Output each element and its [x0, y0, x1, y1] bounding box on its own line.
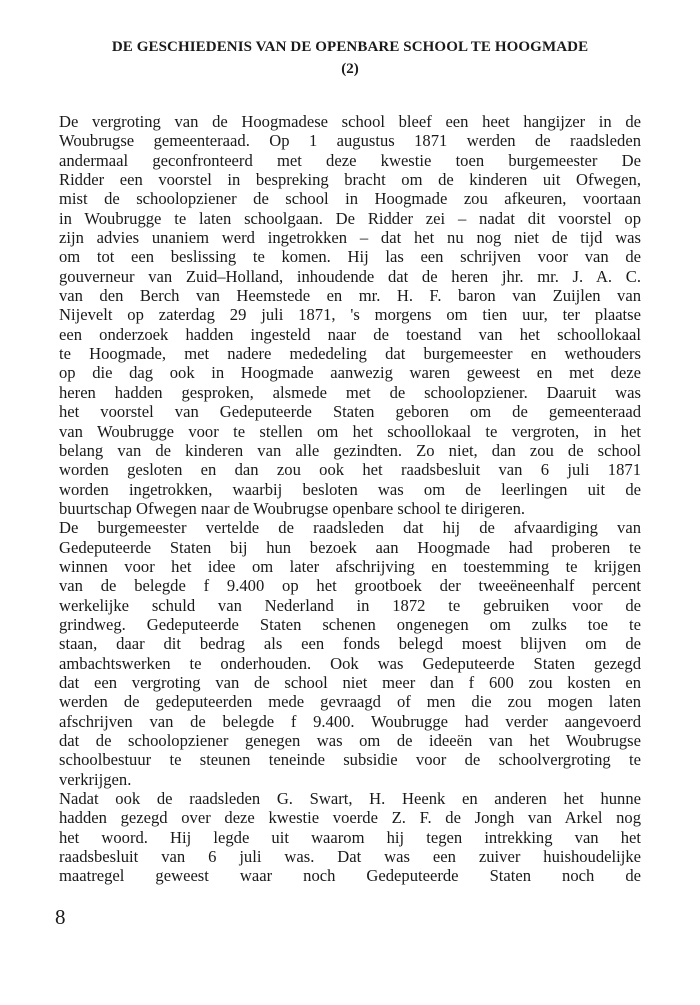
text-line: werden de gedeputeerden mede gevraagd of men die zou mogen laten: [59, 692, 641, 712]
text-line: in Woubrugge te laten schoolgaan. De Ridder zei – nadat dit voorstel op: [59, 208, 641, 228]
text-line: afschrijven van de belegde f 9.400. Woubrugge had verder aangevoerd: [59, 711, 641, 731]
text-line: Gedeputeerde Staten bij hun bezoek aan Hoogmade had proberen te: [59, 537, 641, 557]
part-number: (2): [341, 61, 359, 77]
text-line: raadsbesluit van 6 juli was. Dat was een zuiver huishoudelijke: [59, 847, 641, 867]
text-line: mist de schoolopziener de school in Hoogmade zou afkeuren, voortaan: [59, 189, 641, 209]
page-title: DE GESCHIEDENIS VAN DE OPENBARE SCHOOL TE HOOGMADE: [111, 39, 589, 55]
text-line: gouverneur van Zuid–Holland, inhoudende dat de heren jhr. mr. J. A. C.: [59, 266, 641, 286]
text-line: van den Berch van Heemstede en mr. H. F. baron van Zuijlen van: [59, 286, 641, 306]
text-line: van de belegde f 9.400 op het grootboek der tweeëneenhalf percent: [59, 576, 641, 596]
text-line: het voorstel van Gedeputeerde Staten geboren om de gemeenteraad: [59, 402, 641, 422]
text-line: op die dag ook in Hoogmade aanwezig waren geweest en met deze: [59, 363, 641, 383]
text-line: buurtschap Ofwegen naar de Woubrugse openbare school te dirigeren.: [59, 498, 526, 518]
text-line: het woord. Hij legde uit waarom hij tegen intrekking van het: [59, 827, 641, 847]
text-line: Nijevelt op zaterdag 29 juli 1871, 's morgens om tien uur, ter plaatse: [59, 305, 641, 325]
text-line: hadden gezegd over deze kwestie voerde Z. F. de Jongh van Arkel nog: [59, 808, 641, 828]
text-line: schoolbestuur te steunen teneinde subsidie voor de schoolvergroting te: [59, 750, 641, 770]
text-line: zijn advies unaniem werd ingetrokken – dat het nu nog niet de tijd was: [59, 228, 641, 248]
text-line: Ridder een voorstel in bespreking bracht om de kinderen uit Ofwegen,: [59, 170, 641, 190]
text-line: werkelijke schuld van Nederland in 1872 te gebruiken voor de: [59, 595, 641, 615]
text-line: andermaal geconfronteerd met deze kwestie toen burgemeester De: [59, 150, 641, 170]
text-line: De burgemeester vertelde de raadsleden dat hij de afvaardiging van: [59, 518, 641, 538]
page-number: 8: [55, 905, 66, 929]
text-line: winnen voor het idee om later afschrijving en toestemming te krijgen: [59, 556, 641, 576]
text-line: belang van de kinderen van alle gezindten. Zo niet, dan zou de school: [59, 440, 641, 460]
text-line: worden gesloten en dan zou ook het raadsbesluit van 6 juli 1871: [59, 460, 641, 480]
text-line: dat de schoolopziener genegen was om de ideeën van het Woubrugse: [59, 731, 641, 750]
text-line: ambachtswerken te onderhouden. Ook was Gedeputeerde Staten gezegd: [59, 653, 641, 673]
text-line: worden ingetrokken, waarbij besloten was om de leerlingen uit de: [59, 479, 641, 499]
text-line: van Woubrugge voor te stellen om het schoollokaal te vergroten, in het: [59, 421, 641, 441]
text-line: Woubrugse gemeenteraad. Op 1 augustus 1871 werden de raadsleden: [59, 131, 641, 151]
text-line: De vergroting van de Hoogmadese school bleef een heet hangijzer in de: [59, 112, 641, 131]
text-line: een onderzoek hadden ingesteld naar de toestand van het schoollokaal: [59, 324, 641, 344]
body-text: [59, 112, 641, 886]
text-line: om tot een beslissing te komen. Hij las een schrijven voor van de: [59, 247, 641, 267]
text-line: maatregel geweest waar noch Gedeputeerde Staten noch de: [59, 866, 641, 886]
text-line: te Hoogmade, met nadere mededeling dat burgemeester en wethouders: [59, 344, 641, 364]
text-line: Nadat ook de raadsleden G. Swart, H. Heenk en anderen het hunne: [59, 789, 641, 809]
text-line: verkrijgen.: [59, 769, 132, 789]
text-line: staan, daar dit bedrag als een fonds belegd moest blijven om de: [59, 634, 641, 654]
text-line: dat een vergroting van de school niet meer dan f 600 zou kosten en: [59, 672, 641, 692]
text-line: heren hadden gesproken, alsmede met de schoolopziener. Daaruit was: [59, 382, 641, 402]
text-line: grindweg. Gedeputeerde Staten schenen ongenegen om zulks toe te: [59, 614, 641, 634]
